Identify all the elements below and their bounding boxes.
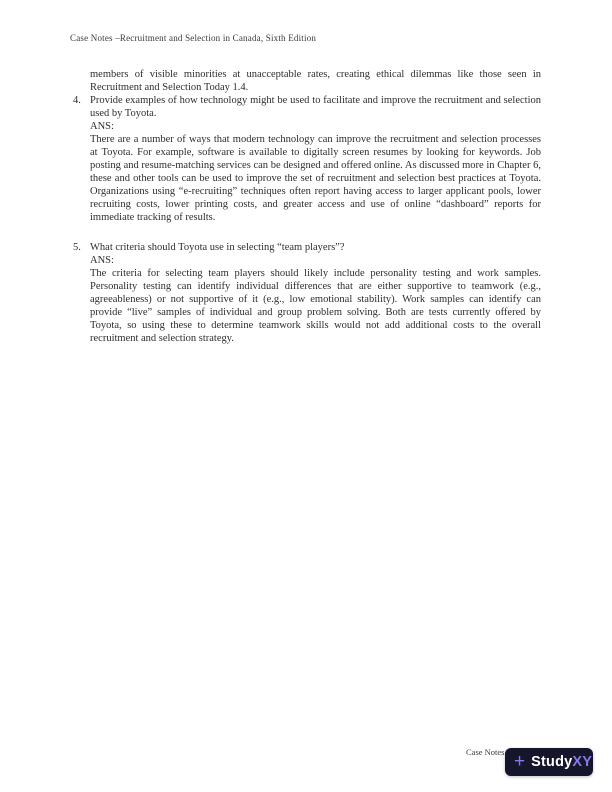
question-text: Provide examples of how technology might be used to facilitate and improve the recruitment and selection used by Toyota.: [90, 95, 541, 119]
question-item-4: [73, 94, 541, 224]
page-header: Case Notes –Recruitment and Selection in Canada, Sixth Edition: [70, 33, 317, 43]
question-body: [90, 241, 541, 345]
brand-study-text: Study: [531, 754, 573, 770]
document-content: [73, 68, 541, 362]
footer-text: Case Notes: [466, 747, 505, 757]
answer-label: ANS:: [90, 121, 114, 132]
answer-text: There are a number of ways that modern technology can improve the recruitment and selection processes at Toyota. For example, software is available to digitally screen resumes by looking for keywords. Job posting and resume-matching services can be designed and offered online. As discussed more in Chapter 6, these and other tools can be used to improve the set of recruitment and selection best practices at Toyota. Organizations using “e-recruiting” techniques often report having access to larger applicant pools, lower recruiting costs, lower printing costs, and greater access and use of online “dashboard” reports for immediate tracking of results.: [90, 134, 541, 223]
question-item-5: [73, 241, 541, 345]
question-text: What criteria should Toyota use in selecting “team players”?: [90, 242, 345, 253]
plus-icon: +: [514, 750, 526, 772]
answer-text: The criteria for selecting team players should likely include personality testing and work samples. Personality testing can identify individual differences that are either supportive to teamwork (e.g., agreeableness) or not supportive of it (e.g., low emotional stability). Work samples can identify can provide “live” samples of individual and group problem solving. Both are tests currently offered by Toyota, so using these to determine teamwork skills would not add additional costs to the overall recruitment and selection strategy.: [90, 268, 541, 344]
question-number: 4.: [73, 95, 81, 106]
brand-xy-text: XY: [572, 754, 593, 770]
paragraph-continuation: members of visible minorities at unacceptable rates, creating ethical dilemmas like those seen in Recruitment and Selection Today 1.4.: [90, 69, 541, 93]
brand-wordmark: [531, 754, 592, 770]
answer-label: ANS:: [90, 255, 114, 266]
studyxy-badge[interactable]: [505, 748, 593, 776]
question-body: [90, 94, 541, 224]
question-number: 5.: [73, 242, 81, 253]
